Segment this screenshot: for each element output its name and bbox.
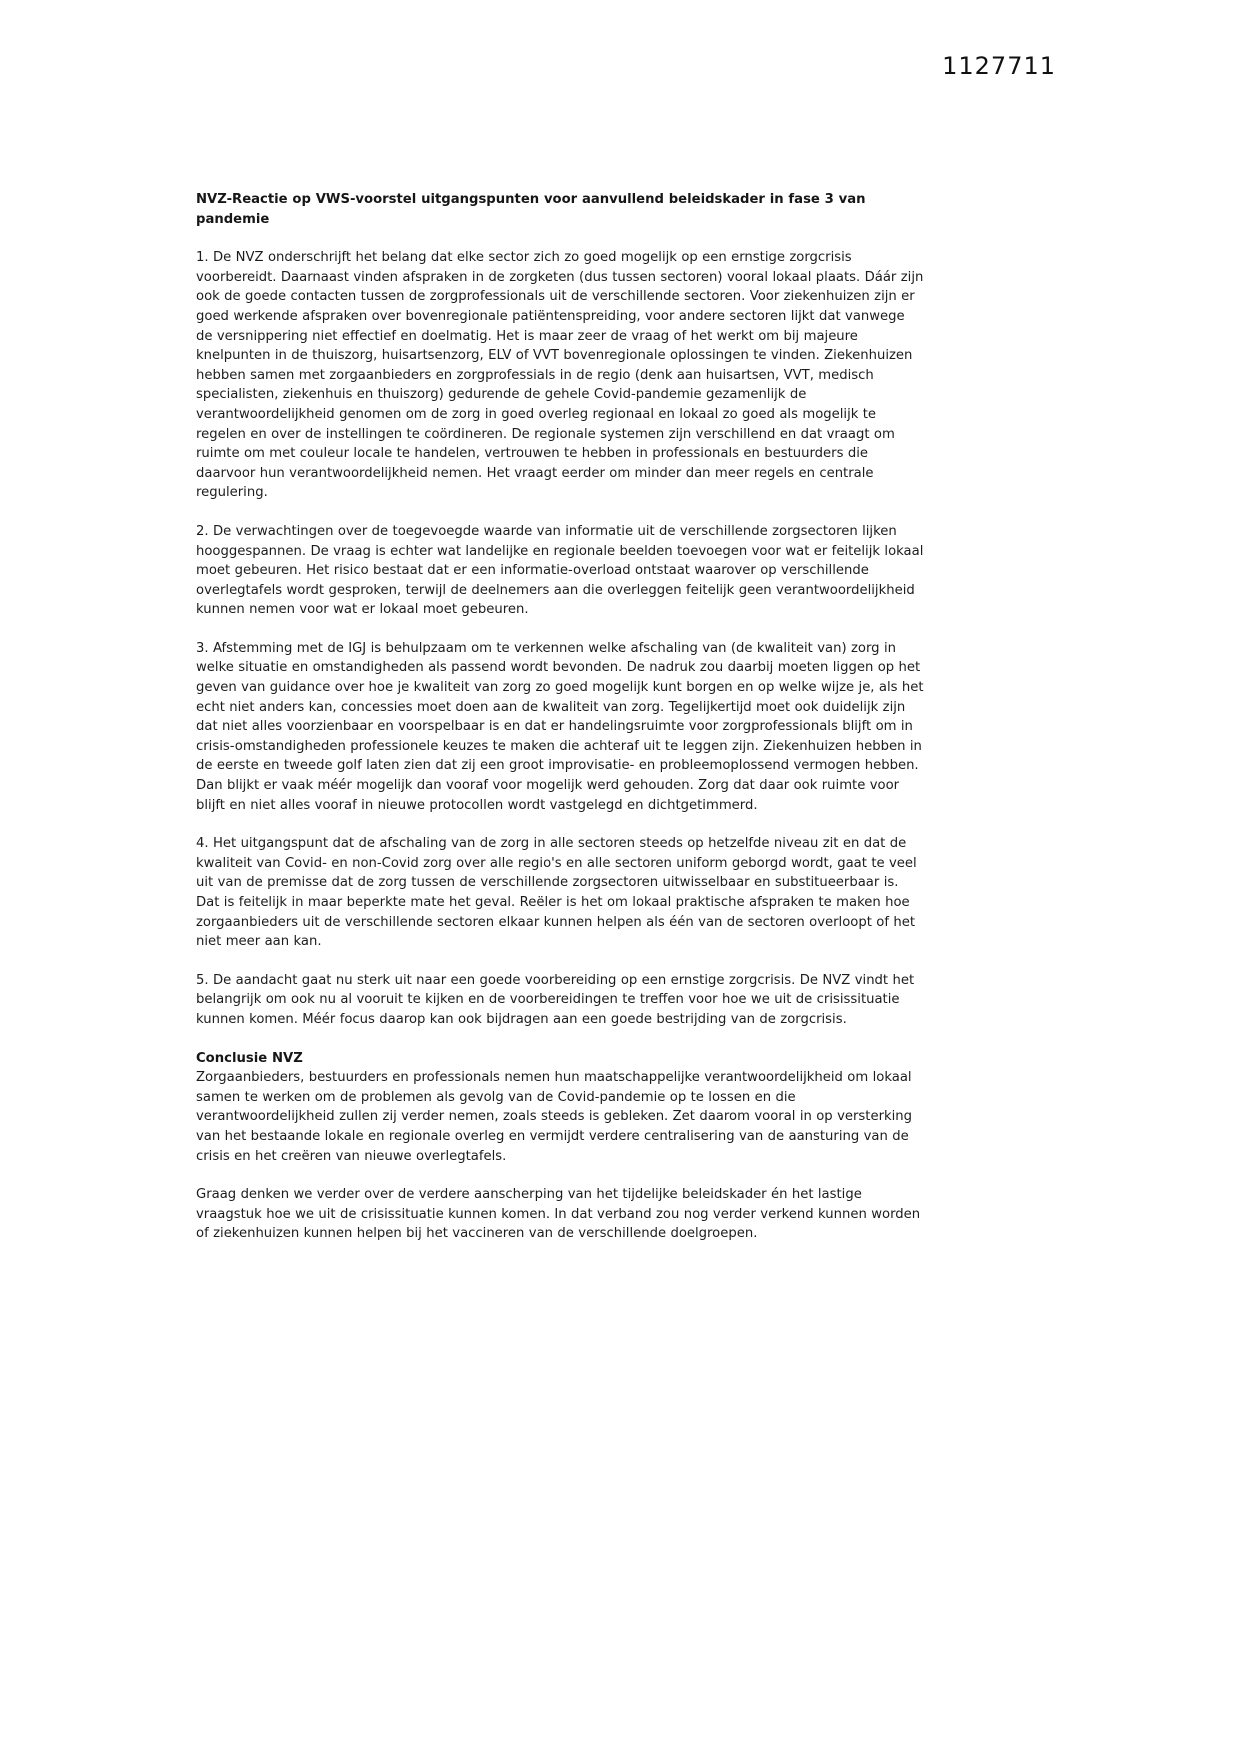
- conclusion-paragraph-2: Graag denken we verder over de verdere aanscherping van het tijdelijke beleidskader én het lastige vraagstuk hoe we uit de crisissituatie kunnen komen. In dat verband zou nog verder verkend kunnen worden of ziekenhuizen kunnen helpen bij het vaccineren van de verschillende doelgroepen.: [196, 1187, 921, 1242]
- conclusion-paragraph-1: Zorgaanbieders, bestuurders en professionals nemen hun maatschappelijke verantwoordelijkheid om lokaal samen te werken om de problemen als gevolg van de Covid-pandemie op te lossen en die verantwoordelijkheid zullen zij verder nemen, zoals steeds is gebleken. Zet daarom vooral in op versterking van het bestaande lokale en regionale overleg en vermijdt verdere centralisering van de aansturing van de crisis en het creëren van nieuwe overlegtafels.: [196, 1070, 913, 1164]
- page-number: 1127711: [942, 52, 1056, 80]
- paragraph-2: 2. De verwachtingen over de toegevoegde waarde van informatie uit de verschillende zorgsectoren lijken hooggespannen. De vraag is echter wat landelijke en regionale beelden toevoegen voor wat er feitelijk lokaal moet gebeuren. Het risico bestaat dat er een informatie-overload ontstaat waarover op verschillende overlegtafels wordt gesproken, terwijl de deelnemers aan die overleggen feitelijk geen verantwoordelijkheid kunnen nemen voor wat er lokaal moet gebeuren.: [196, 523, 924, 618]
- paragraph-5: 5. De aandacht gaat nu sterk uit naar een goede voorbereiding op een ernstige zorgcrisis. De NVZ vindt het belangrijk om ook nu al vooruit te kijken en de voorbereidingen te treffen voor hoe we uit de crisissituatie kunnen komen. Méér focus daarop kan ook bijdragen aan een goede bestrijding van de zorgcrisis.: [196, 972, 915, 1027]
- paragraph-4: 4. Het uitgangspunt dat de afschaling van de zorg in alle sectoren steeds op hetzelfde niveau zit en dat de kwaliteit van Covid- en non-Covid zorg over alle regio's en alle sectoren uniform geborgd wordt, gaat te veel uit van de premisse dat de zorg tussen de verschillende zorgsectoren uitwisselbaar en substitueerbaar is. Dat is feitelijk in maar beperkte mate het geval. Reëler is het om lokaal praktische afspraken te maken hoe zorgaanbieders uit de verschillende sectoren elkaar kunnen helpen als één van de sectoren overloopt of het niet meer aan kan.: [196, 836, 917, 950]
- document-title: NVZ-Reactie op VWS-voorstel uitgangspunten voor aanvullend beleidskader in fase 3 van pandemie: [196, 192, 866, 227]
- document-content: [196, 190, 924, 1263]
- paragraph-1: 1. De NVZ onderschrijft het belang dat elke sector zich zo goed mogelijk op een ernstige zorgcrisis voorbereidt. Daarnaast vinden afspraken in de zorgketen (dus tussen sectoren) vooral lokaal plaats. Dáár zijn ook de goede contacten tussen de zorgprofessionals uit de verschillende sectoren. Voor ziekenhuizen zijn er goed werkende afspraken over bovenregionale patiëntenspreiding, voor andere sectoren lijkt dat vanwege de versnippering niet effectief en doelmatig. Het is maar zeer de vraag of het werkt om bij majeure knelpunten in de thuiszorg, huisartsenzorg, ELV of VVT bovenregionale oplossingen te vinden. Ziekenhuizen hebben samen met zorgaanbieders en zorgprofessials in de regio (denk aan huisartsen, VVT, medisch specialisten, ziekenhuis en thuiszorg) gedurende de gehele Covid-pandemie gezamenlijk de verantwoordelijkheid genomen om de zorg in goed overleg regionaal en lokaal zo goed als mogelijk te regelen en over de instellingen te coördineren. De regionale systemen zijn verschillend en dat vraagt om ruimte om met couleur locale te handelen, vertrouwen te hebben in professionals en bestuurders die daarvoor hun verantwoordelijkheid nemen. Het vraagt eerder om minder dan meer regels en centrale regulering.: [196, 250, 924, 501]
- conclusion-heading: Conclusie NVZ: [196, 1050, 303, 1066]
- paragraph-3: 3. Afstemming met de IGJ is behulpzaam om te verkennen welke afschaling van (de kwaliteit van) zorg in welke situatie en omstandigheden als passend wordt bevonden. De nadruk zou daarbij moeten liggen op het geven van guidance over hoe je kwaliteit van zorg zo goed mogelijk kunt borgen en op welke wijze je, als het echt niet anders kan, concessies moet doen aan de kwaliteit van zorg. Tegelijkertijd moet ook duidelijk zijn dat niet alles voorzienbaar en voorspelbaar is en dat er handelingsruimte voor zorgprofessionals blijft om in crisis-omstandigheden professionele keuzes te maken die achteraf uit te leggen zijn. Ziekenhuizen hebben in de eerste en tweede golf laten zien dat zij een groot improvisatie- en probleemoplossend vermogen hebben. Dan blijkt er vaak méér mogelijk dan vooraf voor mogelijk werd gehouden. Zorg dat daar ook ruimte voor blijft en niet alles vooraf in nieuwe protocollen wordt vastgelegd en dichtgetimmerd.: [196, 640, 924, 813]
